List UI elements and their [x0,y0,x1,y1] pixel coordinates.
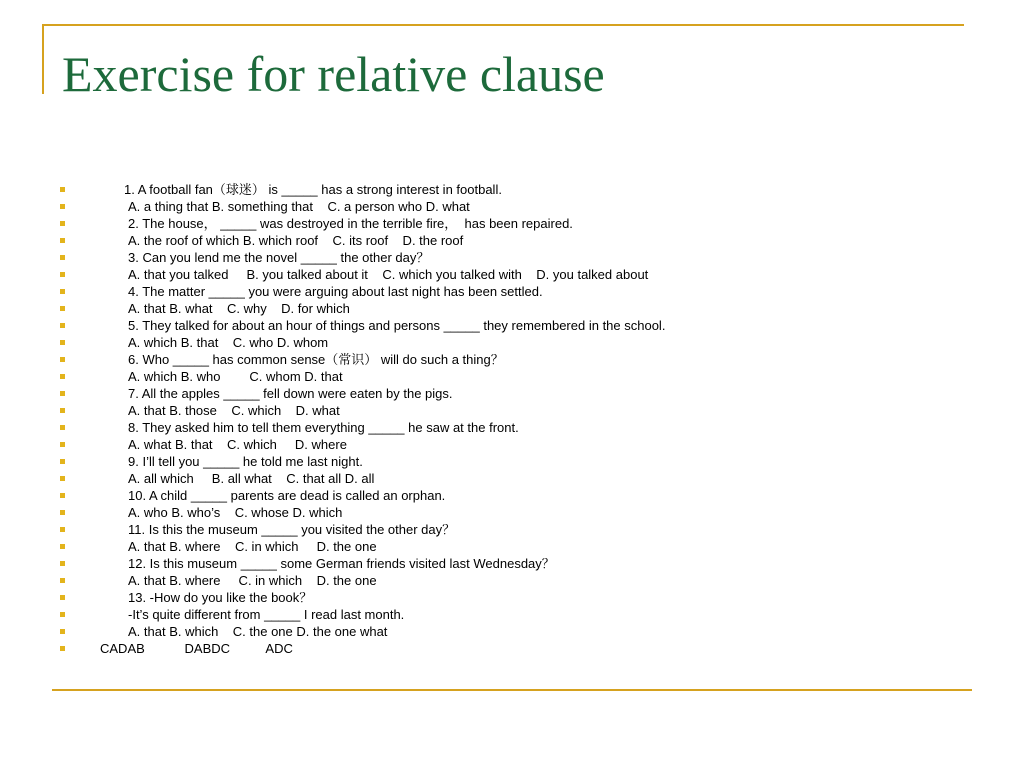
list-item-text: 9. I’ll tell you _____ he told me last night. [128,454,363,469]
square-bullet-icon [60,595,65,600]
list-item-text: A. a thing that B. something that C. a person who D. what [128,199,470,214]
square-bullet-icon [60,578,65,583]
list-item [60,606,960,623]
list-item-text: A. which B. that C. who D. whom [128,335,329,350]
list-item [60,402,960,419]
list-item [60,266,960,283]
list-item [60,249,960,266]
list-item-text: A. that B. what C. why D. for which [128,301,350,316]
list-item-text: 13. -How do you like the book？ [128,590,313,605]
list-item-text: -It’s quite different from _____ I read last month. [128,607,405,622]
list-item [60,555,960,572]
list-item-text: A. that B. where C. in which D. the one [128,573,377,588]
square-bullet-icon [60,408,65,413]
square-bullet-icon [60,374,65,379]
list-item-text: 8. They asked him to tell them everything _____ he saw at the front. [128,420,519,435]
square-bullet-icon [60,459,65,464]
list-item [60,215,960,232]
list-item [60,300,960,317]
square-bullet-icon [60,323,65,328]
square-bullet-icon [60,306,65,311]
list-item [60,419,960,436]
square-bullet-icon [60,476,65,481]
square-bullet-icon [60,221,65,226]
square-bullet-icon [60,391,65,396]
square-bullet-icon [60,629,65,634]
list-item-text: A. that B. where C. in which D. the one [128,539,377,554]
list-item [60,232,960,249]
list-item [60,487,960,504]
list-item-text: 4. The matter _____ you were arguing about last night has been settled. [128,284,543,299]
square-bullet-icon [60,238,65,243]
square-bullet-icon [60,493,65,498]
bottom-accent-line [52,689,972,691]
answer-key-text: CADAB DABDC ADC [100,641,293,656]
list-item [60,504,960,521]
list-item-text: 6. Who _____ has common sense（常识） will do such a thing？ [128,352,504,367]
top-accent-line [42,24,964,26]
list-item-text: A. that you talked B. you talked about it C. which you talked with D. you talked about [128,267,649,282]
list-item-text: 1. A football fan（球迷） is _____ has a strong interest in football. [124,182,502,197]
square-bullet-icon [60,646,65,651]
square-bullet-icon [60,442,65,447]
list-item-text: A. which B. who C. whom D. that [128,369,343,384]
square-bullet-icon [60,527,65,532]
list-item-text: 7. All the apples _____ fell down were eaten by the pigs. [128,386,453,401]
list-item [60,283,960,300]
list-item [60,368,960,385]
square-bullet-icon [60,510,65,515]
list-item-text: A. that B. which C. the one D. the one what [128,624,388,639]
left-accent-line [42,24,44,94]
list-item [60,334,960,351]
square-bullet-icon [60,544,65,549]
list-item-text: A. what B. that C. which D. where [128,437,347,452]
answer-key-item [60,640,960,657]
list-item [60,470,960,487]
square-bullet-icon [60,425,65,430]
list-item-text: 5. They talked for about an hour of things and persons _____ they remembered in the school. [128,318,666,333]
list-item-text: 12. Is this museum _____ some German friends visited last Wednesday？ [128,556,555,571]
square-bullet-icon [60,204,65,209]
list-item-text: 3. Can you lend me the novel _____ the other day？ [128,250,430,265]
list-item [60,538,960,555]
exercise-list [60,181,960,657]
list-item-text: A. that B. those C. which D. what [128,403,340,418]
list-item [60,453,960,470]
list-item-text: 11. Is this the museum _____ you visited the other day？ [128,522,456,537]
list-item [60,385,960,402]
list-item [60,521,960,538]
list-item-text: A. all which B. all what C. that all D. all [128,471,375,486]
square-bullet-icon [60,187,65,192]
square-bullet-icon [60,357,65,362]
list-item [60,317,960,334]
slide-title: Exercise for relative clause [62,46,605,102]
square-bullet-icon [60,272,65,277]
list-item [60,623,960,640]
list-item-text: A. the roof of which B. which roof C. its roof D. the roof [128,233,464,248]
list-item [60,198,960,215]
list-item [60,572,960,589]
list-item [60,351,960,368]
square-bullet-icon [60,612,65,617]
list-item-text: 10. A child _____ parents are dead is called an orphan. [128,488,446,503]
list-item [60,181,960,198]
square-bullet-icon [60,289,65,294]
square-bullet-icon [60,255,65,260]
list-item [60,589,960,606]
list-item [60,436,960,453]
square-bullet-icon [60,561,65,566]
list-item-text: A. who B. who’s C. whose D. which [128,505,343,520]
list-item-text: 2. The house， _____ was destroyed in the terrible fire， has been repaired. [128,216,573,231]
square-bullet-icon [60,340,65,345]
